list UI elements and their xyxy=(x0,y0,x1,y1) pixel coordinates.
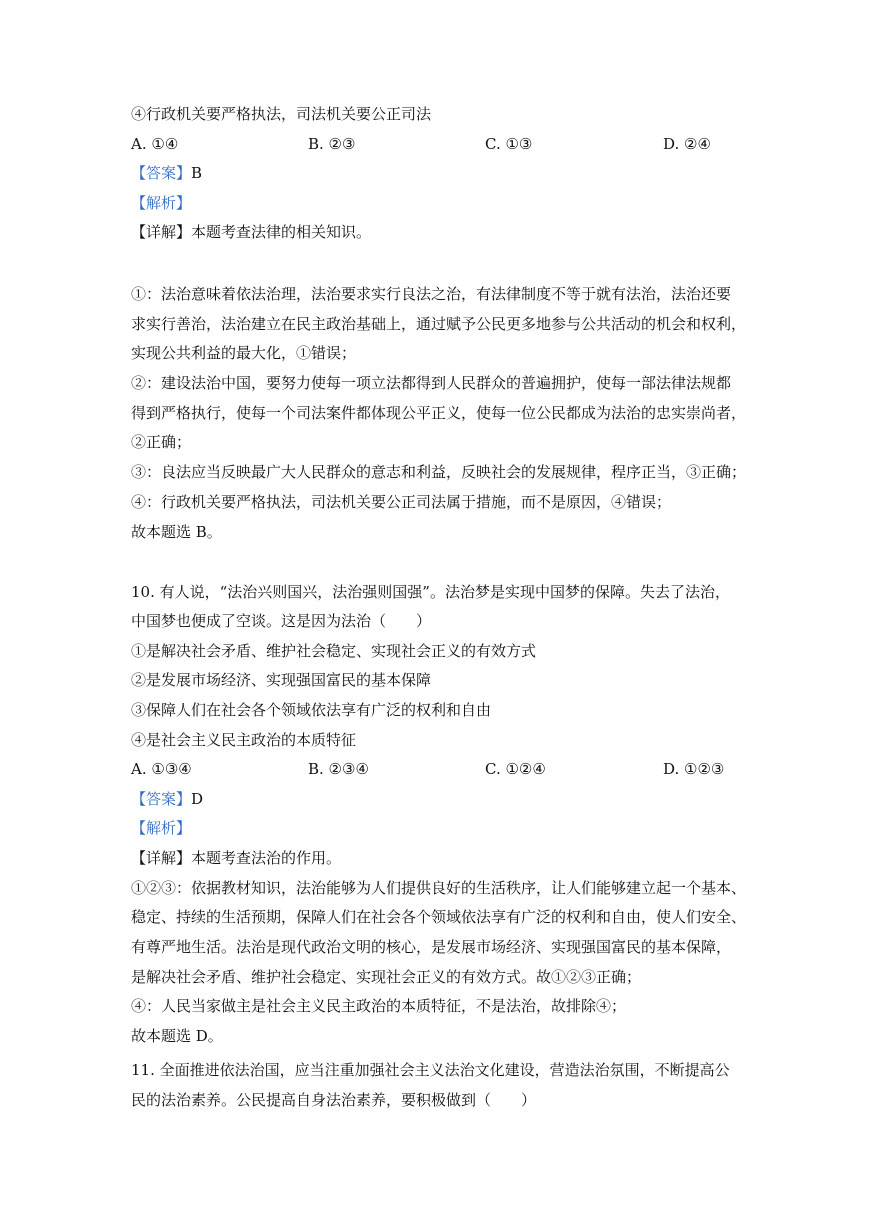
answer-label: 【答案】 xyxy=(131,164,192,182)
q10-explanation-line: ④：人民当家做主是社会主义民主政治的本质特征，不是法治，故排除④； xyxy=(131,997,627,1015)
q9-explanation-line: 故本题选 B。 xyxy=(131,523,222,541)
q11-stem-line: 11. 全面推进依法治国，应当注重加强社会主义法治文化建设，营造法治氛围，不断提高公 xyxy=(131,1061,730,1079)
q9-choice-d: D. ②④ xyxy=(663,135,711,153)
q9-choice-b: B. ②③ xyxy=(308,135,356,153)
q10-analysis-label: 【解析】 xyxy=(131,819,192,837)
q9-option-4: ④行政机关要严格执法，司法机关要公正司法 xyxy=(131,105,432,123)
q10-stem-line: 中国梦也便成了空谈。这是因为法治（ ） xyxy=(131,612,432,630)
q10-answer xyxy=(131,789,751,809)
q9-choice-a: A. ①④ xyxy=(131,135,179,153)
q9-explanation-line: ①：法治意味着依法治理，法治要求实行良法之治，有法律制度不等于就有法治，法治还要 xyxy=(131,285,732,303)
q9-choices xyxy=(131,134,751,154)
q9-explanation-line: 实现公共利益的最大化，①错误； xyxy=(131,344,357,362)
q10-choice-a: A. ①③④ xyxy=(131,760,192,778)
q10-explanation-line: 故本题选 D。 xyxy=(131,1027,223,1045)
q10-explanation-line: ①②③：依据教材知识，法治能够为人们提供良好的生活秩序，让人们能够建立起一个基本、 xyxy=(131,879,747,897)
answer-label: 【答案】 xyxy=(131,790,192,808)
q10-option: ①是解决社会矛盾、维护社会稳定、实现社会正义的有效方式 xyxy=(131,642,537,660)
q9-explanation-line: ②正确； xyxy=(131,433,192,451)
answer-value: D xyxy=(191,790,204,808)
q10-explanation-line: 是解决社会矛盾、维护社会稳定、实现社会正义的有效方式。故①②③正确； xyxy=(131,968,642,986)
q9-choice-c: C. ①③ xyxy=(485,135,533,153)
q9-analysis-label: 【解析】 xyxy=(131,194,192,212)
q10-explanation-line: 有尊严地生活。法治是现代政治文明的核心，是发展市场经济、实现强国富民的基本保障， xyxy=(131,938,732,956)
q11-stem-line: 民的法治素养。公民提高自身法治素养，要积极做到（ ） xyxy=(131,1091,537,1109)
answer-value: B xyxy=(191,164,203,182)
q9-explanation-line: 得到严格执行，使每一个司法案件都体现公平正义，使每一位公民都成为法治的忠实崇尚者， xyxy=(131,404,747,422)
q10-option: ④是社会主义民主政治的本质特征 xyxy=(131,731,357,749)
q9-explanation-line: ②：建设法治中国，要努力使每一项立法都得到人民群众的普遍拥护，使每一部法律法规都 xyxy=(131,374,732,392)
q9-explanation-line: 求实行善治，法治建立在民主政治基础上，通过赋予公民更多地参与公共活动的机会和权利， xyxy=(131,315,747,333)
q10-option: ③保障人们在社会各个领域依法享有广泛的权利和自由 xyxy=(131,701,492,719)
q9-explanation-line: ④：行政机关要严格执法，司法机关要公正司法属于措施，而不是原因，④错误； xyxy=(131,493,672,511)
q9-explanation-line: ③：良法应当反映最广大人民群众的意志和利益，反映社会的发展规律，程序正当，③正确； xyxy=(131,463,747,481)
q10-detail: 【详解】本题考查法治的作用。 xyxy=(131,849,342,867)
q10-choice-d: D. ①②③ xyxy=(663,760,725,778)
q10-choices xyxy=(131,759,751,779)
q9-detail: 【详解】本题考查法律的相关知识。 xyxy=(131,223,372,241)
q10-choice-b: B. ②③④ xyxy=(308,760,369,778)
q10-stem-line: 10. 有人说，“法治兴则国兴，法治强则国强”。法治梦是实现中国梦的保障。失去了法治， xyxy=(131,583,730,601)
q9-answer xyxy=(131,163,751,183)
q10-option: ②是发展市场经济、实现强国富民的基本保障 xyxy=(131,671,432,689)
q10-choice-c: C. ①②④ xyxy=(485,760,546,778)
q10-explanation-line: 稳定、持续的生活预期，保障人们在社会各个领域依法享有广泛的权利和自由，使人们安全、 xyxy=(131,908,747,926)
